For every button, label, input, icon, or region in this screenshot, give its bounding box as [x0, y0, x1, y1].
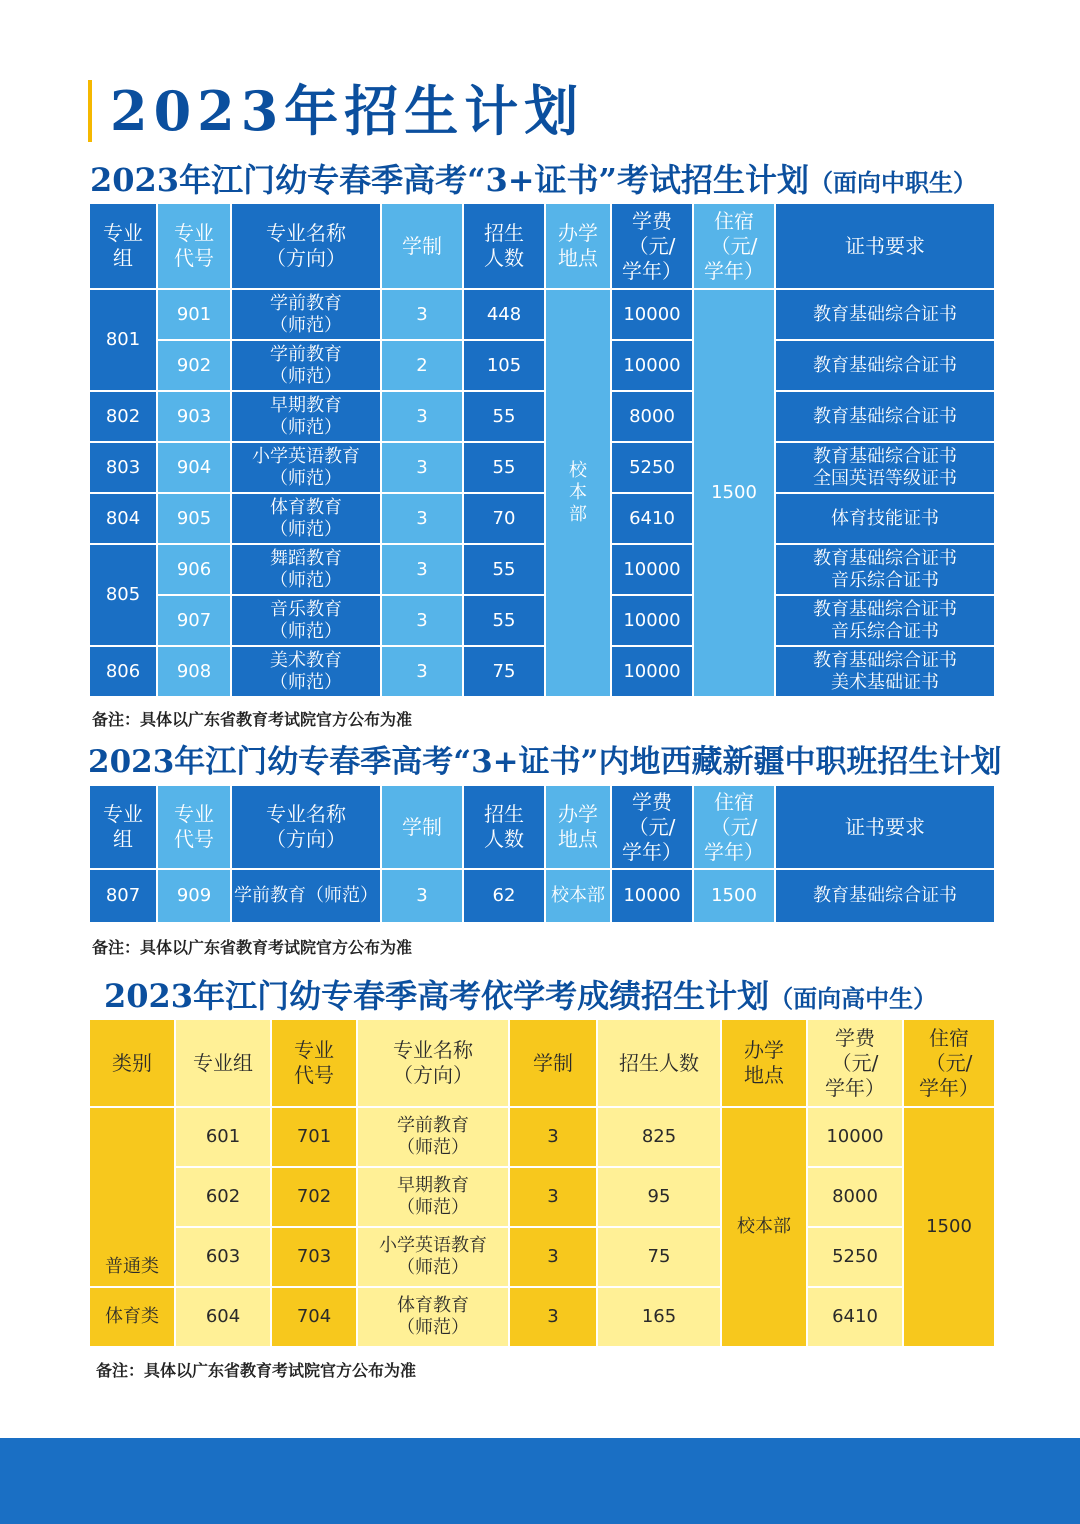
fee-cell: 5250: [611, 442, 693, 493]
fee-cell: 10000: [611, 646, 693, 697]
fee-cell: 10000: [611, 289, 693, 340]
years-cell: 3: [381, 595, 463, 646]
count-cell: 55: [463, 544, 545, 595]
code-cell: 905: [157, 493, 231, 544]
years-cell: 3: [509, 1167, 597, 1227]
count-cell: 448: [463, 289, 545, 340]
group-cell: 805: [89, 544, 157, 646]
page-title: 2023年招生计划: [88, 80, 584, 142]
count-cell: 55: [463, 442, 545, 493]
category-cell: 体育类: [89, 1287, 175, 1347]
count-cell: 70: [463, 493, 545, 544]
code-cell: 703: [271, 1227, 357, 1287]
table-row: [89, 646, 995, 697]
table3-title-main: 2023年江门幼专春季高考依学考成绩招生计划: [104, 977, 770, 1015]
table-row: [89, 1227, 995, 1287]
location-cell: 校 本 部: [545, 289, 611, 697]
table1: [88, 202, 996, 698]
name-cell: 学前教育（师范）: [231, 869, 381, 923]
table-row: [89, 1287, 995, 1347]
years-cell: 3: [381, 544, 463, 595]
fee-cell: 10000: [611, 595, 693, 646]
t1-header-years: 学制: [381, 203, 463, 289]
code-cell: 704: [271, 1287, 357, 1347]
count-cell: 165: [597, 1287, 721, 1347]
fee-cell: 8000: [807, 1167, 903, 1227]
footer-bar: [0, 1438, 1080, 1524]
t1-header-group: 专业 组: [89, 203, 157, 289]
t2-header-name: 专业名称 （方向）: [231, 785, 381, 869]
t3-header-category: 类别: [89, 1019, 175, 1107]
years-cell: 3: [381, 391, 463, 442]
group-cell: 601: [175, 1107, 271, 1167]
t3-header-group: 专业组: [175, 1019, 271, 1107]
table2: [88, 784, 996, 924]
lodging-cell: 1500: [693, 289, 775, 697]
years-cell: 3: [509, 1227, 597, 1287]
code-cell: 901: [157, 289, 231, 340]
t2-header-cert: 证书要求: [775, 785, 995, 869]
cert-cell: 教育基础综合证书 音乐综合证书: [775, 595, 995, 646]
cert-cell: 体育技能证书: [775, 493, 995, 544]
table3-note: 备注：具体以广东省教育考试院官方公布为准: [96, 1361, 417, 1380]
years-cell: 3: [381, 646, 463, 697]
years-cell: 3: [381, 869, 463, 923]
count-cell: 95: [597, 1167, 721, 1227]
count-cell: 55: [463, 391, 545, 442]
t2-header-years: 学制: [381, 785, 463, 869]
group-cell: 603: [175, 1227, 271, 1287]
cert-cell: 教育基础综合证书 全国英语等级证书: [775, 442, 995, 493]
name-cell: 学前教育 （师范）: [231, 289, 381, 340]
name-cell: 学前教育 （师范）: [357, 1107, 509, 1167]
t2-header-lodging: 住宿 （元/ 学年）: [693, 785, 775, 869]
fee-cell: 10000: [611, 340, 693, 391]
cert-cell: 教育基础综合证书: [775, 340, 995, 391]
name-cell: 小学英语教育 （师范）: [357, 1227, 509, 1287]
fee-cell: 8000: [611, 391, 693, 442]
name-cell: 学前教育 （师范）: [231, 340, 381, 391]
category-cell: 普通类: [89, 1107, 175, 1287]
t1-header-code: 专业 代号: [157, 203, 231, 289]
table-row: [89, 289, 995, 340]
t1-header-cert: 证书要求: [775, 203, 995, 289]
code-cell: 902: [157, 340, 231, 391]
lodging-cell: 1500: [903, 1107, 995, 1347]
table1-title: [90, 160, 977, 203]
t3-header-name: 专业名称 （方向）: [357, 1019, 509, 1107]
count-cell: 825: [597, 1107, 721, 1167]
code-cell: 908: [157, 646, 231, 697]
table-row: [89, 544, 995, 595]
cert-cell: 教育基础综合证书: [775, 869, 995, 923]
t3-header-location: 办学 地点: [721, 1019, 807, 1107]
table-row: [89, 1107, 995, 1167]
name-cell: 音乐教育 （师范）: [231, 595, 381, 646]
name-cell: 美术教育 （师范）: [231, 646, 381, 697]
table2-title: 2023年江门幼专春季高考“3+证书”内地西藏新疆中职班招生计划: [88, 744, 1002, 780]
t1-header-lodging: 住宿 （元/ 学年）: [693, 203, 775, 289]
name-cell: 舞蹈教育 （师范）: [231, 544, 381, 595]
table-row: [89, 340, 995, 391]
years-cell: 3: [381, 289, 463, 340]
years-cell: 3: [381, 493, 463, 544]
cert-cell: 教育基础综合证书 音乐综合证书: [775, 544, 995, 595]
fee-cell: 5250: [807, 1227, 903, 1287]
count-cell: 75: [463, 646, 545, 697]
count-cell: 75: [597, 1227, 721, 1287]
table1-note: 备注：具体以广东省教育考试院官方公布为准: [92, 710, 413, 729]
t2-header-group: 专业 组: [89, 785, 157, 869]
t3-header-years: 学制: [509, 1019, 597, 1107]
lodging-cell: 1500: [693, 869, 775, 923]
group-cell: 804: [89, 493, 157, 544]
table-row: [89, 493, 995, 544]
t1-header-count: 招生 人数: [463, 203, 545, 289]
code-cell: 701: [271, 1107, 357, 1167]
name-cell: 体育教育 （师范）: [231, 493, 381, 544]
table-row: [89, 391, 995, 442]
years-cell: 3: [509, 1107, 597, 1167]
name-cell: 体育教育 （师范）: [357, 1287, 509, 1347]
t2-header-location: 办学 地点: [545, 785, 611, 869]
table-row: [89, 595, 995, 646]
table3-title: [104, 976, 937, 1019]
t2-header-count: 招生 人数: [463, 785, 545, 869]
cert-cell: 教育基础综合证书: [775, 391, 995, 442]
cert-cell: 教育基础综合证书: [775, 289, 995, 340]
group-cell: 807: [89, 869, 157, 923]
code-cell: 907: [157, 595, 231, 646]
code-cell: 904: [157, 442, 231, 493]
t1-header-name: 专业名称 （方向）: [231, 203, 381, 289]
fee-cell: 10000: [611, 544, 693, 595]
t3-header-lodging: 住宿 （元/ 学年）: [903, 1019, 995, 1107]
name-cell: 早期教育 （师范）: [357, 1167, 509, 1227]
table-row: [89, 1167, 995, 1227]
t3-header-fee: 学费 （元/ 学年）: [807, 1019, 903, 1107]
group-cell: 806: [89, 646, 157, 697]
name-cell: 小学英语教育 （师范）: [231, 442, 381, 493]
location-cell: 校本部: [545, 869, 611, 923]
years-cell: 3: [509, 1287, 597, 1347]
table-row: [89, 869, 995, 923]
code-cell: 702: [271, 1167, 357, 1227]
table3: [88, 1018, 996, 1348]
group-cell: 604: [175, 1287, 271, 1347]
group-cell: 602: [175, 1167, 271, 1227]
count-cell: 55: [463, 595, 545, 646]
group-cell: 801: [89, 289, 157, 391]
count-cell: 105: [463, 340, 545, 391]
t3-header-count: 招生人数: [597, 1019, 721, 1107]
t3-header-code: 专业 代号: [271, 1019, 357, 1107]
table1-title-main: 2023年江门幼专春季高考“3+证书”考试招生计划: [90, 161, 809, 199]
table1-title-suffix: （面向中职生）: [808, 168, 977, 197]
code-cell: 903: [157, 391, 231, 442]
table2-note: 备注：具体以广东省教育考试院官方公布为准: [92, 938, 413, 957]
code-cell: 909: [157, 869, 231, 923]
table-row: [89, 442, 995, 493]
table3-title-suffix: （面向高中生）: [769, 984, 938, 1013]
t1-header-location: 办学 地点: [545, 203, 611, 289]
years-cell: 2: [381, 340, 463, 391]
fee-cell: 10000: [807, 1107, 903, 1167]
count-cell: 62: [463, 869, 545, 923]
code-cell: 906: [157, 544, 231, 595]
fee-cell: 6410: [611, 493, 693, 544]
years-cell: 3: [381, 442, 463, 493]
location-cell: 校本部: [721, 1107, 807, 1347]
cert-cell: 教育基础综合证书 美术基础证书: [775, 646, 995, 697]
t2-header-fee: 学费 （元/ 学年）: [611, 785, 693, 869]
group-cell: 803: [89, 442, 157, 493]
fee-cell: 10000: [611, 869, 693, 923]
name-cell: 早期教育 （师范）: [231, 391, 381, 442]
t2-header-code: 专业 代号: [157, 785, 231, 869]
t1-header-fee: 学费 （元/ 学年）: [611, 203, 693, 289]
group-cell: 802: [89, 391, 157, 442]
fee-cell: 6410: [807, 1287, 903, 1347]
